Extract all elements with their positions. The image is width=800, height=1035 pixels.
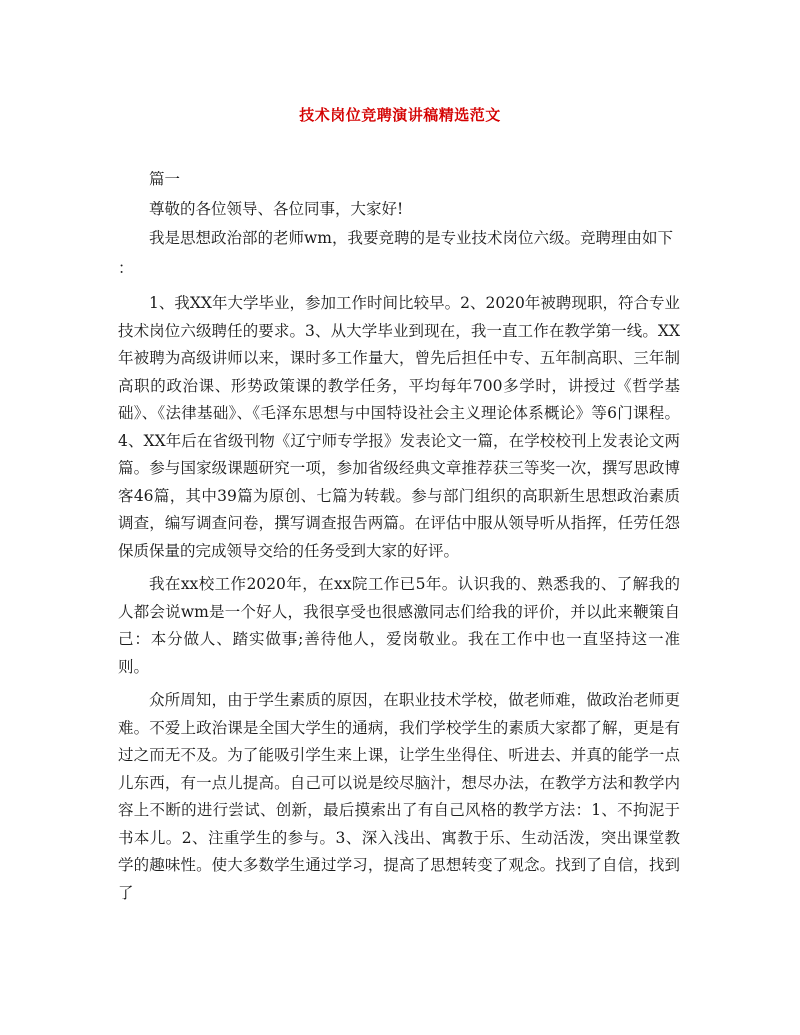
greeting-paragraph: 尊敬的各位领导、各位同事，大家好!: [149, 199, 404, 218]
section-label: 篇一: [149, 170, 181, 188]
intro-paragraph: 我是思想政治部的老师wm，我要竞聘的是专业技术岗位六级。竞聘理由如下: [149, 229, 673, 247]
document-title: 技术岗位竞聘演讲稿精选范文: [299, 106, 501, 124]
document-body: [118, 166, 680, 913]
body-paragraph: 众所周知，由于学生素质的原因，在职业技术学校，做老师难，做政治老师更难。不爱上政治课是全国大学生的通病，我们学校学生的素质大家都了解，更是有过之而无不及。为了能吸引学生来上课，让学生坐得住、听进去、并真的能学一点儿东西，有一点儿提高。自己可以说是绞尽脑汁，想尽办法，在教学方法和教学内容上不断的进行尝试、创新，最后摸索出了有自己风格的教学方法：1、不拘泥于书本儿。2、注重学生的参与。3、深入浅出、寓教于乐、生动活泼，突出课堂教学的趣味性。使大多数学生通过学习，提高了思想转变了观念。找到了自信，找到了: [118, 691, 680, 902]
intro-tail: ：: [118, 258, 134, 277]
body-paragraph: 我在xx校工作2020年，在xx院工作已5年。认识我的、熟悉我的、了解我的人都会说wm是一个好人，我很享受也很感激同志们给我的评价，并以此来鞭策自己：本分做人、踏实做事;善待他人，爱岗敬业。我在工作中也一直坚持这一准则。: [118, 575, 680, 676]
body-paragraph: 1、我XX年大学毕业，参加工作时间比较早。2、2020年被聘现职，符合专业技术岗位六级聘任的要求。3、从大学毕业到现在，我一直工作在教学第一线。XX年被聘为高级讲师以来，课时多工作量大，曾先后担任中专、五年制高职、三年制高职的政治课、形势政策课的教学任务，平均每年700多学时，讲授过《哲学基础》、《法律基础》、《毛泽东思想与中国特设社会主义理论体系概论》等6门课程。4、XX年后在省级刊物《辽宁师专学报》发表论文一篇，在学校校刊上发表论文两篇。参与国家级课题研究一项，参加省级经典文章推荐获三等奖一次，撰写思政博客46篇，其中39篇为原创、七篇为转载。参与部门组织的高职新生思想政治素质调查，编写调查问卷，撰写调查报告两篇。在评估中服从领导听从指挥，任劳任怨保质保量的完成领导交给的任务受到大家的好评。: [118, 294, 680, 560]
